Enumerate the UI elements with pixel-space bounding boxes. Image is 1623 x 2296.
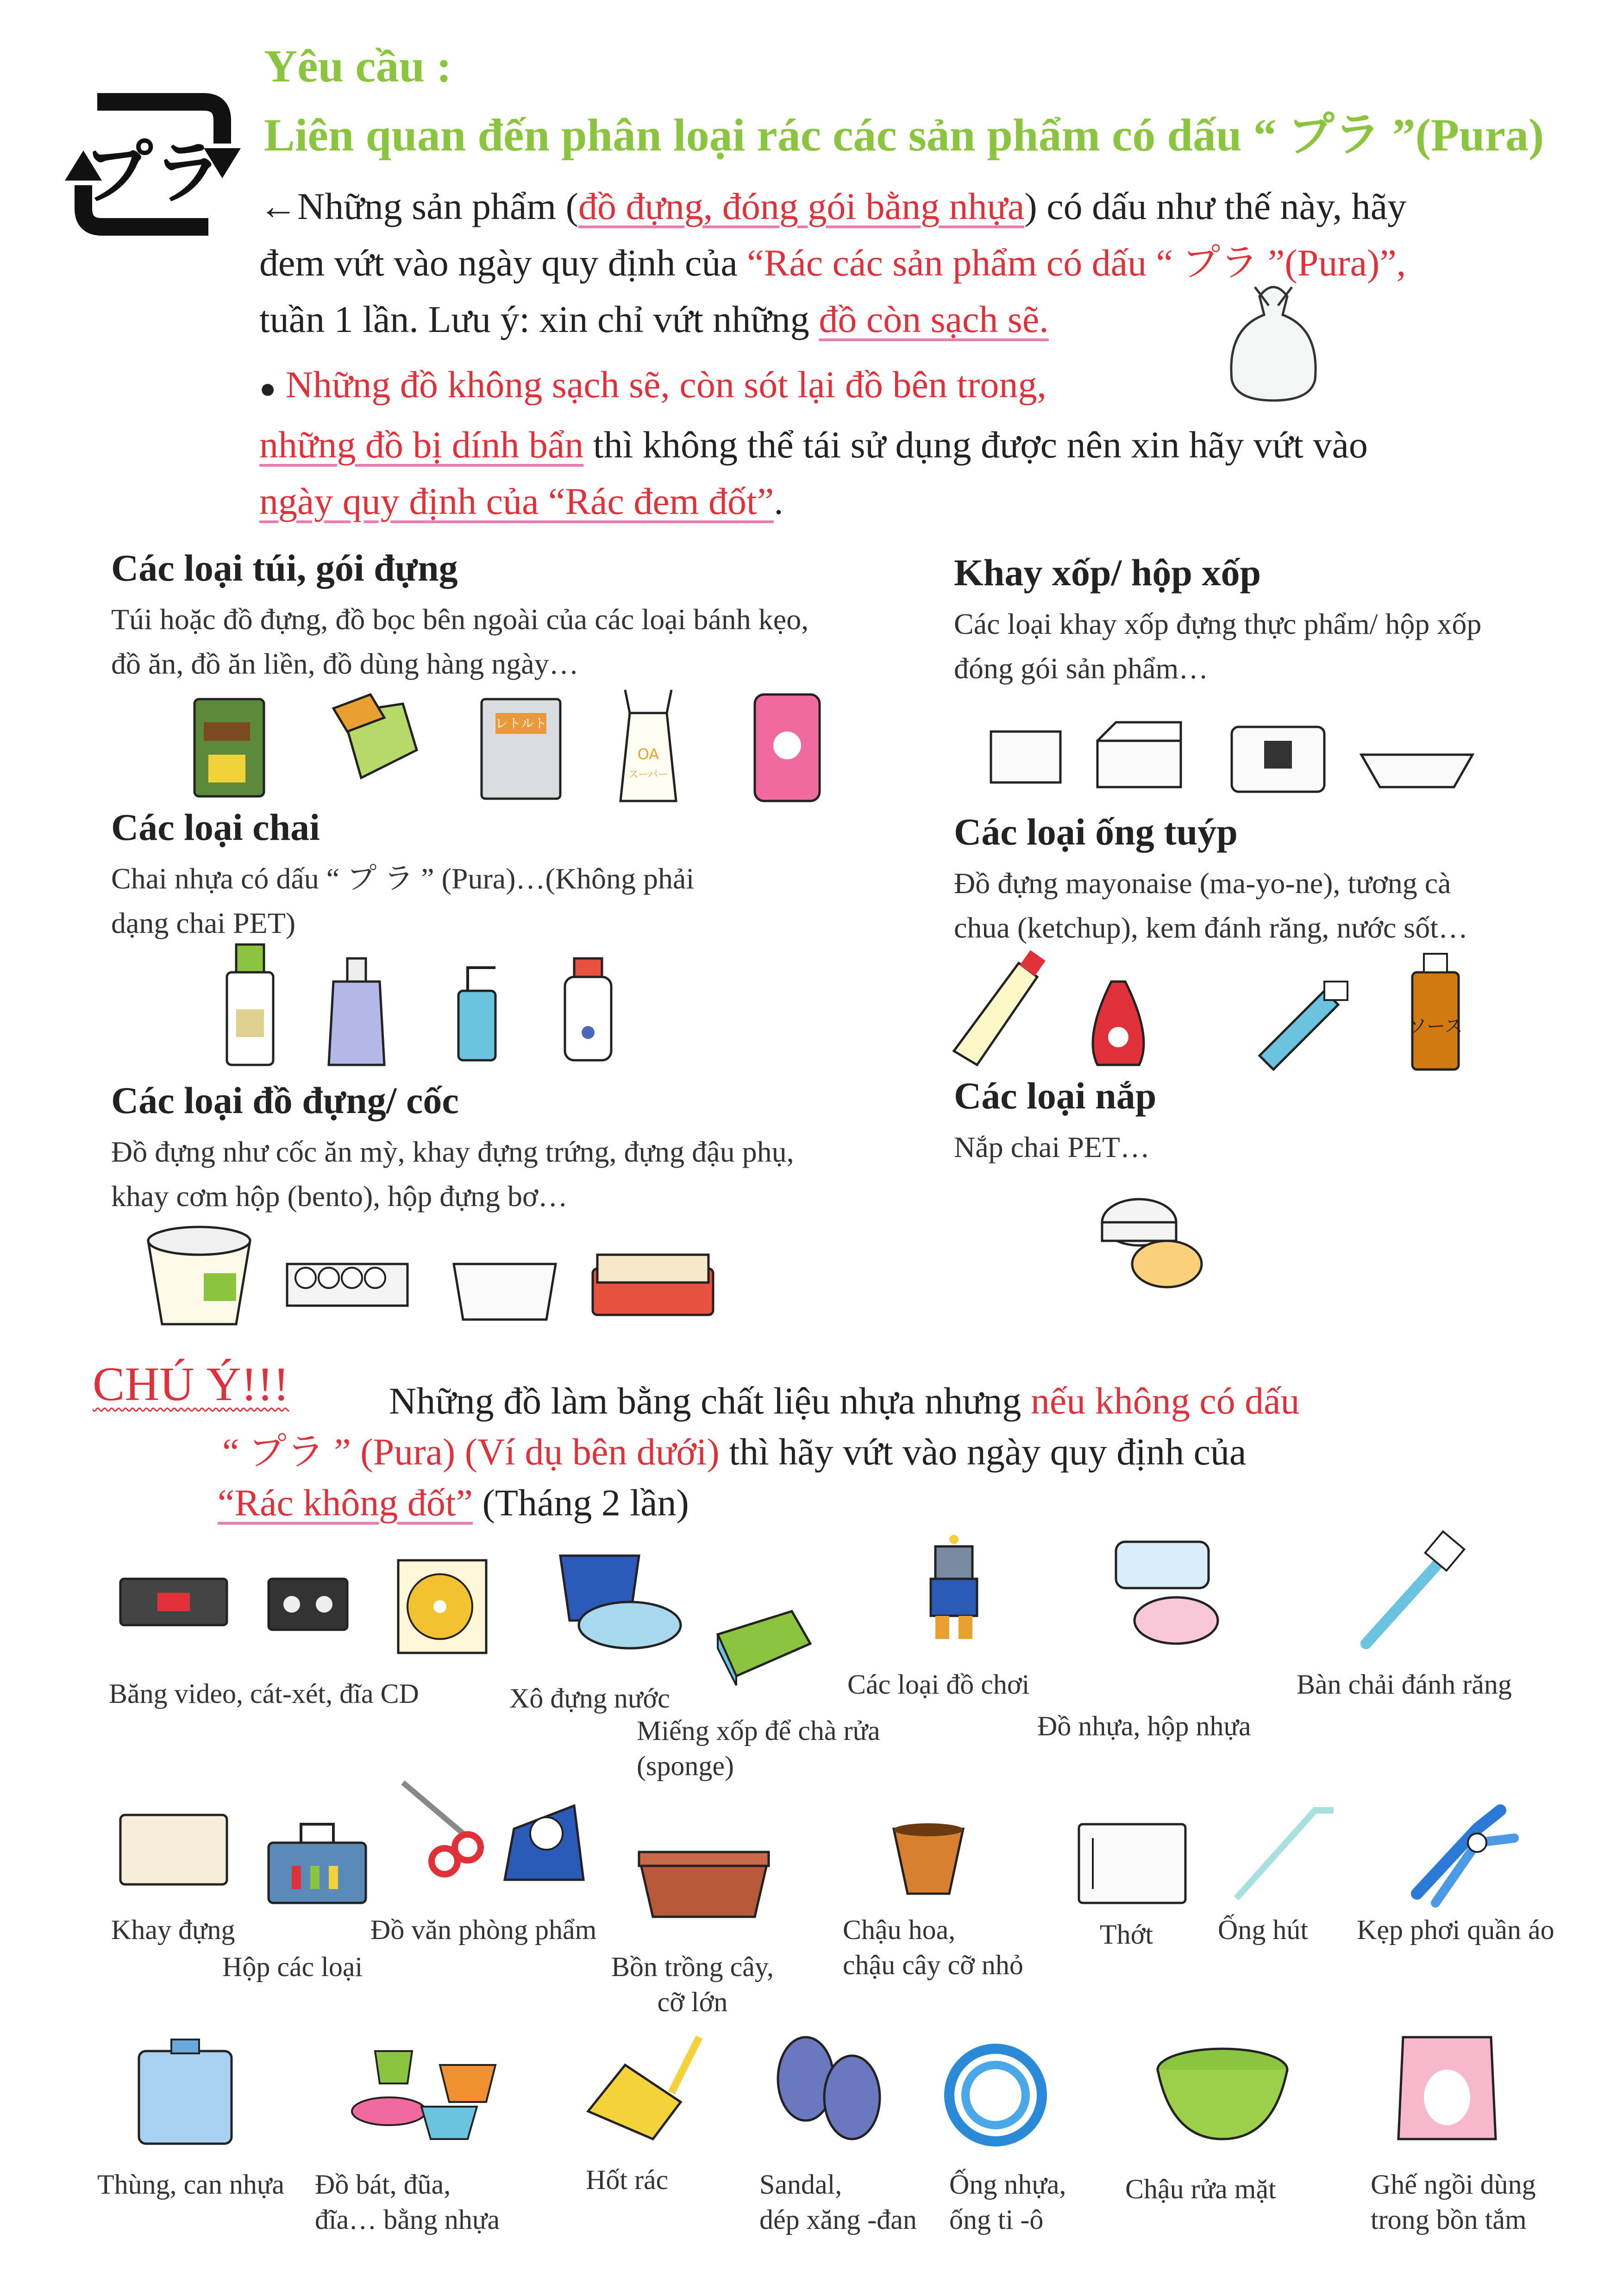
- item-label-line: Ống nhựa,: [949, 2169, 1066, 2200]
- detergent-bottle-icon: [329, 958, 384, 1065]
- foam-tray-icons-row: [982, 713, 1491, 796]
- foam-container-icon: [1097, 722, 1181, 787]
- caution-line2: [222, 1424, 1246, 1480]
- cutting-board-icon: [1074, 1820, 1190, 1908]
- category-desc-trays: [954, 602, 1481, 691]
- foam-packing-icon: [1232, 727, 1324, 792]
- bottle-icons-row: [218, 940, 634, 1070]
- intro-text: đem vứt vào ngày quy định của: [259, 242, 747, 284]
- item-label-line: chậu cây cỡ nhỏ: [843, 1950, 1023, 1980]
- wash-basin-icon: [1153, 2042, 1292, 2144]
- category-desc-bottles: [111, 857, 694, 945]
- toothpaste-icon: [1260, 982, 1347, 1070]
- sandals-icon: [769, 2033, 889, 2144]
- retort-label: レトルト: [495, 716, 547, 731]
- egg-carton-icon: [287, 1264, 407, 1306]
- category-desc-line: khay cơm hộp (bento), hộp đựng bơ…: [111, 1180, 568, 1213]
- item-label: [1371, 2167, 1536, 2237]
- category-desc-line: chua (ketchup), kem đánh răng, nước sốt…: [954, 911, 1468, 944]
- retort-pouch-icon: [482, 699, 560, 799]
- item-label: Thớt: [1100, 1919, 1153, 1950]
- bullet: ●: [259, 373, 276, 404]
- bath-stool-icon: [1394, 2028, 1500, 2144]
- sponge-icon: [713, 1607, 815, 1685]
- category-desc-caps: [954, 1125, 1150, 1170]
- item-label: [315, 2167, 500, 2237]
- bottle-cap-icon: [1097, 1190, 1209, 1296]
- svg-text:プラ: プラ: [83, 133, 223, 213]
- intro-highlight: “Rác các sản phẩm có dấu “ プラ ”(Pura)”,: [747, 242, 1406, 284]
- caution-text: (Tháng 2 lần): [473, 1482, 689, 1524]
- item-label-line: (sponge): [637, 1751, 734, 1781]
- intro-text: ) có dấu như thế này, hãy: [1024, 185, 1407, 227]
- category-desc-line: Nắp chai PET…: [954, 1131, 1150, 1164]
- ketchup-icon: [1093, 982, 1144, 1065]
- category-desc-line: Túi hoặc đồ đựng, đồ bọc bên ngoài của các loại bánh kẹo,: [111, 603, 809, 636]
- item-label: [759, 2167, 917, 2237]
- pump-bottle-icon: [458, 968, 495, 1060]
- category-title-tubes: Các loại ống tuýp: [954, 811, 1238, 853]
- refill-pouch-icon: [755, 694, 820, 801]
- foam-flat-tray-icon: [1361, 755, 1473, 787]
- dressing-bottle-icon: [227, 945, 273, 1065]
- item-label: Bàn chải đánh răng: [1297, 1669, 1512, 1700]
- foam-box-icon: [991, 732, 1060, 782]
- scissors-tape-icon: [398, 1778, 593, 1889]
- item-label-line: Ghế ngồi dùng: [1371, 2169, 1536, 2200]
- category-desc-line: dạng chai PET): [111, 907, 296, 939]
- item-label-line: Miếng xốp để chà rửa: [637, 1715, 880, 1746]
- item-label: [949, 2167, 1066, 2237]
- caution-highlight: “ プラ ” (Pura) (Ví dụ bên dưới): [222, 1431, 720, 1473]
- category-title-bottles: Các loại chai: [111, 806, 320, 848]
- planter-icon: [634, 1847, 773, 1921]
- category-title-caps: Các loại nắp: [954, 1075, 1157, 1117]
- item-label: Ống hút: [1218, 1914, 1308, 1945]
- caution-highlight: nếu không có dấu: [1030, 1380, 1300, 1422]
- page-title: Liên quan đến phân loại rác các sản phẩm có dấu “ プラ ”(Pura): [264, 109, 1544, 161]
- note-highlight: những đồ bị dính bẩn: [259, 424, 584, 466]
- item-label-line: Sandal,: [759, 2169, 842, 2200]
- item-label: Hốt rác: [586, 2165, 669, 2195]
- category-desc-line: đồ ăn, đồ ăn liền, đồ dùng hàng ngày…: [111, 647, 579, 680]
- category-desc-line: Chai nhựa có dấu “ プ ラ ” (Pura)…(Không phải: [111, 862, 695, 895]
- tray-icon: [116, 1806, 232, 1889]
- tube-icons-row: [945, 945, 1510, 1074]
- item-label-line: Chậu hoa,: [843, 1914, 956, 1945]
- intro-text: tuần 1 lần. Lưu ý: xin chỉ vứt những: [259, 298, 819, 340]
- bucket-icon: [546, 1546, 685, 1653]
- item-label: [637, 1713, 880, 1783]
- page-title-label: Yêu cầu :: [264, 40, 452, 92]
- cup-icons-row: [139, 1213, 764, 1329]
- item-label-line: trong bồn tắm: [1371, 2204, 1527, 2235]
- bento-box-icon: [593, 1255, 713, 1315]
- item-label: [611, 1949, 774, 2020]
- intro-text: ←Những sản phẩm (: [259, 185, 578, 227]
- clothespin-icon: [1408, 1801, 1523, 1908]
- plastic-tank-icon: [134, 2037, 236, 2148]
- straw-icon: [1227, 1792, 1343, 1908]
- caution-text: thì hãy vứt vào ngày quy định của: [719, 1431, 1247, 1473]
- robot-toy-icon: [908, 1533, 1000, 1644]
- sauce-label: ソース: [1408, 1016, 1463, 1037]
- note-text: thì không thể tái sử dụng được nên xin hãy vứt vào: [583, 424, 1368, 466]
- category-desc-line: Đồ đựng như cốc ăn mỳ, khay đựng trứng, đựng đậu phụ,: [111, 1135, 794, 1168]
- plastic-container-icon: [1107, 1533, 1227, 1653]
- category-title-bags: Các loại túi, gói đựng: [111, 547, 458, 589]
- item-label: Các loại đồ chơi: [847, 1669, 1030, 1700]
- category-desc-tubes: [954, 861, 1468, 950]
- category-desc-line: Đồ đựng mayonaise (ma-yo-ne), tương cà: [954, 867, 1451, 900]
- pura-recycle-icon: [65, 79, 241, 250]
- item-label-line: Đồ bát, đũa,: [315, 2169, 451, 2200]
- flower-pot-icon: [889, 1820, 968, 1898]
- shopping-bag-icon: [620, 690, 676, 801]
- category-title-trays: Khay xốp/ hộp xốp: [954, 551, 1261, 594]
- item-label-line: đĩa… bằng nhựa: [315, 2204, 500, 2235]
- category-desc-line: đóng gói sản phẩm…: [954, 652, 1209, 685]
- tofu-tray-icon: [454, 1264, 556, 1320]
- category-desc-cups: [111, 1130, 794, 1219]
- caution-line3: [218, 1475, 689, 1531]
- caution-text: Những đồ làm bằng chất liệu nhựa nhưng: [389, 1380, 1031, 1422]
- item-label-line: Bồn trồng cây,: [611, 1952, 774, 1982]
- note-paragraph: [259, 357, 1602, 530]
- toothbrush-icon: [1357, 1533, 1468, 1653]
- item-label: Thùng, can nhựa: [97, 2169, 285, 2200]
- caution-line1: [389, 1373, 1300, 1429]
- item-label-line: dép xăng -đan: [759, 2204, 917, 2235]
- category-title-cups: Các loại đồ đựng/ cốc: [111, 1079, 459, 1121]
- item-label: Chậu rửa mặt: [1125, 2174, 1276, 2204]
- category-desc-bags: [111, 597, 808, 686]
- storage-box-icon: [264, 1815, 370, 1908]
- noodle-cup-icon: [148, 1227, 250, 1324]
- item-label: Đồ văn phòng phẩm: [370, 1914, 597, 1945]
- plastic-dishes-icon: [347, 2037, 505, 2148]
- item-label: Khay đựng: [111, 1914, 235, 1945]
- note-highlight: ngày quy định của “Rác đem đốt”: [259, 480, 774, 523]
- sauce-bottle-icon: [1408, 954, 1463, 1070]
- dustpan-icon: [579, 2033, 704, 2144]
- item-label: Xô đựng nước: [509, 1683, 670, 1714]
- item-label: Kẹp phơi quần áo: [1357, 1914, 1554, 1945]
- video-cassette-cd-icon: [116, 1542, 495, 1662]
- snack-bag-icon: [194, 699, 264, 796]
- item-label: Hộp các loại: [222, 1952, 363, 1982]
- oa-label: OA: [637, 745, 659, 763]
- item-label: Băng video, cát-xét, đĩa CD: [109, 1678, 419, 1709]
- caution-title: CHÚ Ý!!!: [93, 1358, 289, 1411]
- hose-icon: [935, 2037, 1056, 2153]
- intro-paragraph: [259, 178, 1602, 348]
- category-desc-line: Các loại khay xốp đựng thực phẩm/ hộp xốp: [954, 607, 1482, 640]
- note-text: .: [774, 480, 783, 523]
- bag-icons-row: [185, 685, 843, 806]
- caution-highlight: “Rác không đốt”: [218, 1482, 473, 1524]
- super-label: スーパー: [628, 769, 668, 781]
- item-label-line: cỡ lớn: [657, 1987, 728, 2017]
- mayonnaise-icon: [954, 950, 1046, 1065]
- item-label: Đồ nhựa, hộp nhựa: [1037, 1711, 1251, 1741]
- yogurt-bottle-icon: [565, 958, 611, 1060]
- intro-highlight: đồ đựng, đóng gói bằng nhựa: [578, 185, 1025, 227]
- instant-food-icon: [333, 694, 417, 778]
- intro-highlight: đồ còn sạch sẽ.: [819, 298, 1049, 340]
- note-highlight: Những đồ không sạch sẽ, còn sót lại đồ bên trong,: [285, 363, 1046, 406]
- item-label-line: ống ti -ô: [949, 2204, 1044, 2235]
- item-label: [843, 1912, 1023, 1983]
